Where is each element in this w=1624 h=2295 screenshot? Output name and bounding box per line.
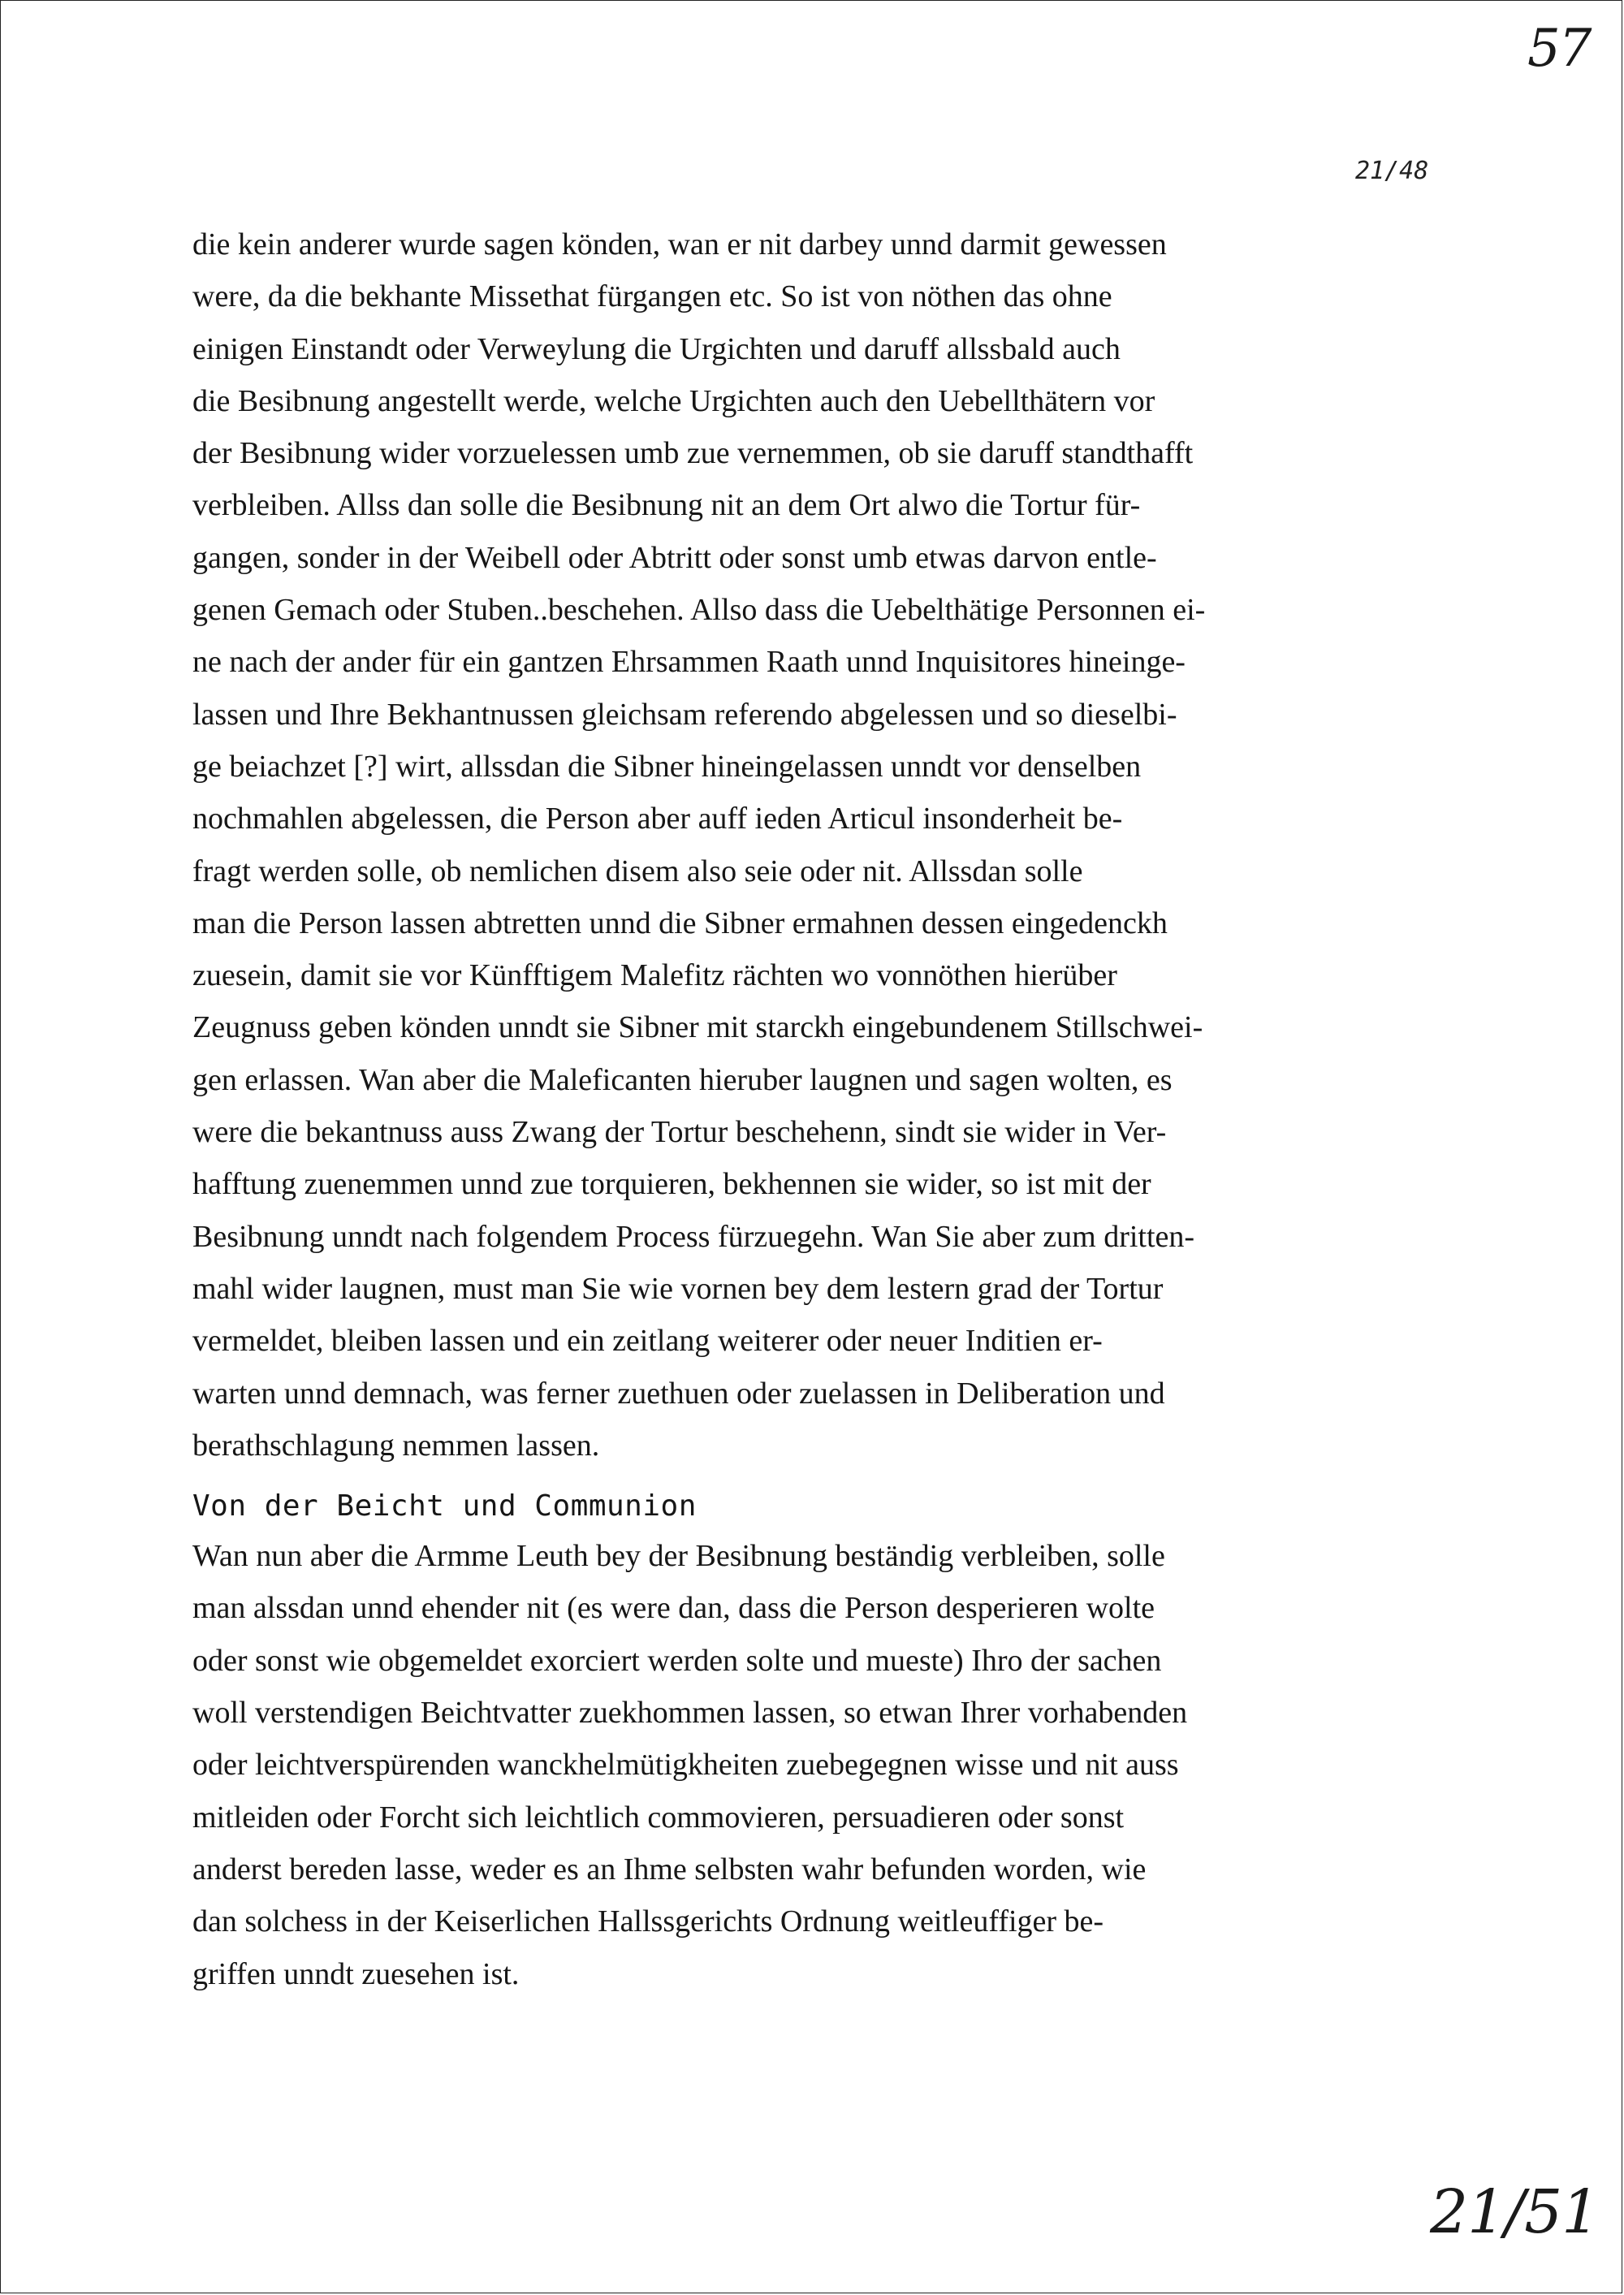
text-line: warten unnd demnach, was ferner zuethuen oder zuelassen in Deliberation und bbox=[192, 1376, 1165, 1411]
text-line: gangen, sonder in der Weibell oder Abtritt oder sonst umb etwas darvon entle- bbox=[192, 540, 1157, 575]
folio-number-top: 57 bbox=[1527, 19, 1591, 79]
text-line: die kein anderer wurde sagen könden, wan er nit darbey unnd darmit gewessen bbox=[192, 227, 1167, 261]
text-line: dan solchess in der Keiserlichen Hallssgerichts Ordnung weitleuffiger be- bbox=[192, 1904, 1104, 1939]
text-line: mahl wider laugnen, must man Sie wie vornen bey dem lestern grad der Tortur bbox=[192, 1271, 1164, 1306]
paragraph-2 bbox=[192, 1530, 1459, 2000]
text-line: Wan nun aber die Armme Leuth bey der Besibnung beständig verbleiben, solle bbox=[192, 1539, 1165, 1574]
paragraph-1 bbox=[192, 218, 1459, 1472]
text-line: vermeldet, bleiben lassen und ein zeitlang weiterer oder neuer Inditien er- bbox=[192, 1324, 1103, 1359]
text-line: die Besibnung angestellt werde, welche Urgichten auch den Uebellthätern vor bbox=[192, 383, 1155, 418]
text-line: der Besibnung wider vorzuelessen umb zue vernemmen, ob sie daruff standthafft bbox=[192, 436, 1194, 471]
text-line: einigen Einstandt oder Verweylung die Urgichten und daruff allssbald auch bbox=[192, 331, 1121, 366]
text-line: Zeugnuss geben könden unndt sie Sibner mit starckh eingebundenem Stillschwei- bbox=[192, 1010, 1203, 1045]
text-line: genen Gemach oder Stuben..beschehen. Allso dass die Uebelthätige Personnen ei- bbox=[192, 593, 1206, 628]
folio-number-bottom: 21/51 bbox=[1430, 2177, 1600, 2247]
text-line: gen erlassen. Wan aber die Maleficanten hieruber laugnen und sagen wolten, es bbox=[192, 1062, 1173, 1097]
text-line: man die Person lassen abtretten unnd die Sibner ermahnen dessen eingedenckh bbox=[192, 905, 1168, 940]
section-heading: Von der Beicht und Communion bbox=[192, 1489, 697, 1524]
text-line: berathschlagung nemmen lassen. bbox=[192, 1428, 600, 1463]
text-line: zuesein, damit sie vor Künfftigem Malefitz rächten wo vonnöthen hierüber bbox=[192, 958, 1117, 993]
text-line: were, da die bekhante Missethat fürgangen etc. So ist von nöthen das ohne bbox=[192, 279, 1112, 314]
text-line: ne nach der ander für ein gantzen Ehrsammen Raath unnd Inquisitores hineinge- bbox=[192, 645, 1186, 680]
text-line: oder sonst wie obgemeldet exorciert werden solte und mueste) Ihro der sachen bbox=[192, 1643, 1162, 1678]
text-line: griffen unndt zuesehen ist. bbox=[192, 1956, 520, 1991]
text-line: fragt werden solle, ob nemlichen disem also seie oder nit. Allssdan solle bbox=[192, 854, 1083, 888]
text-line: woll verstendigen Beichtvatter zuekhommen lassen, so etwan Ihrer vorhabenden bbox=[192, 1696, 1188, 1731]
page-reference: 21/48 bbox=[1355, 157, 1429, 185]
text-line: hafftung zuenemmen unnd zue torquieren, bekhennen sie wider, so ist mit der bbox=[192, 1167, 1151, 1202]
text-line: lassen und Ihre Bekhantnussen gleichsam referendo abgelessen und so dieselbi- bbox=[192, 697, 1177, 732]
text-line: were die bekantnuss auss Zwang der Tortur beschehenn, sindt sie wider in Ver- bbox=[192, 1115, 1167, 1150]
text-line: Besibnung unndt nach folgendem Process fürzuegehn. Wan Sie aber zum dritten- bbox=[192, 1219, 1195, 1254]
text-line: verbleiben. Allss dan solle die Besibnung nit an dem Ort alwo die Tortur für- bbox=[192, 488, 1141, 523]
text-line: mitleiden oder Forcht sich leichtlich commovieren, persuadieren oder sonst bbox=[192, 1800, 1125, 1835]
text-line: ge beiachzet [?] wirt, allssdan die Sibner hineingelassen unndt vor denselben bbox=[192, 749, 1142, 784]
text-line: oder leichtverspürenden wanckhelmütigkheiten zuebegegnen wisse und nit auss bbox=[192, 1748, 1179, 1783]
text-line: nochmahlen abgelessen, die Person aber auff ieden Articul insonderheit be- bbox=[192, 802, 1123, 836]
text-line: man alssdan unnd ehender nit (es were dan, dass die Person desperieren wolte bbox=[192, 1591, 1155, 1626]
text-line: anderst bereden lasse, weder es an Ihme selbsten wahr befunden worden, wie bbox=[192, 1852, 1147, 1887]
body-text bbox=[192, 218, 1459, 2000]
